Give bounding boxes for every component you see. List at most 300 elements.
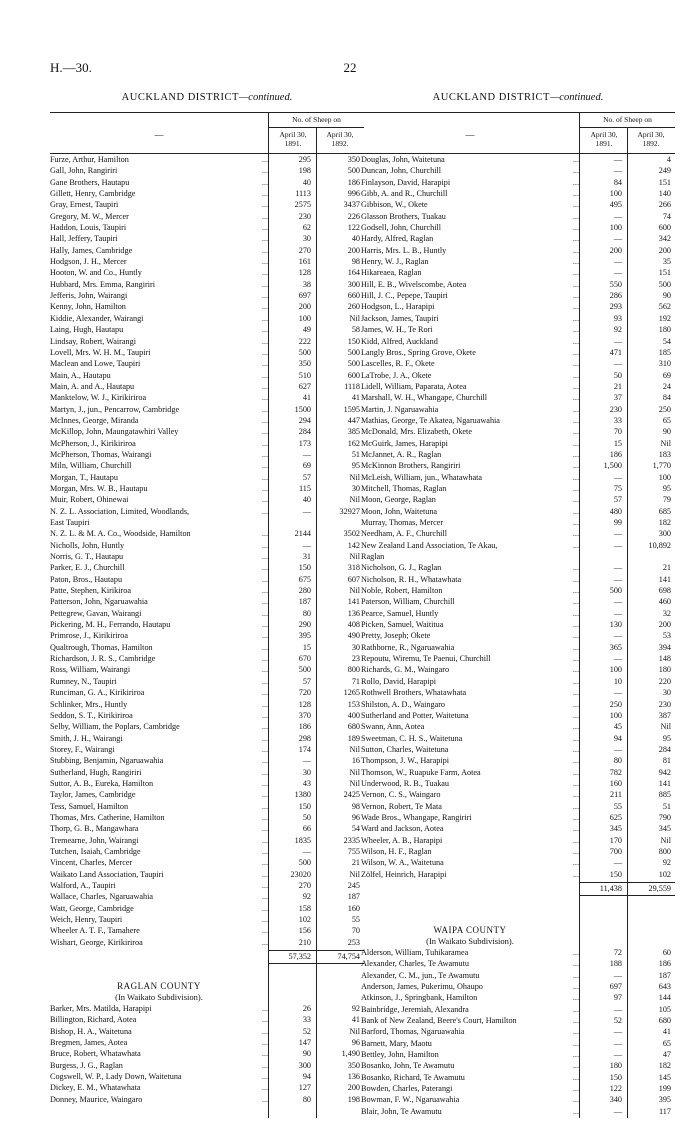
- owner-name: Vernon, C. S., Waingaro: [361, 790, 441, 800]
- sheep-1892: 51: [662, 801, 671, 811]
- owner-name: Donney, Maurice, Waingaro: [50, 1094, 143, 1104]
- sheep-1891: 30: [302, 234, 311, 244]
- leader-dots: ...: [261, 835, 268, 845]
- sheep-1891: 198: [298, 166, 311, 176]
- owner-name: Morgan, T., Hautapu: [50, 472, 118, 482]
- sheep-1891: 45: [613, 722, 622, 732]
- sheep-1892: 96: [351, 812, 360, 822]
- sheep-1892: 1,770: [652, 461, 671, 471]
- leader-dots: ...: [572, 699, 579, 709]
- leader-dots: ...: [261, 506, 268, 516]
- leader-dots: ...: [572, 472, 579, 482]
- sheep-1892: 500: [347, 347, 360, 357]
- sheep-1891: 300: [298, 1060, 311, 1070]
- owner-name: Hodgson, L., Harapipi: [361, 302, 435, 312]
- leader-dots: ...: [261, 631, 268, 641]
- sheep-1891: 84: [613, 177, 622, 187]
- leader-dots: ...: [261, 1049, 268, 1059]
- owner-name: Richardson, J. R. S., Cambridge: [50, 654, 156, 664]
- sheep-1891: 500: [298, 858, 311, 868]
- leader-dots: ...: [261, 495, 268, 505]
- leader-dots: ...: [261, 778, 268, 788]
- leader-dots: ...: [261, 336, 268, 346]
- sheep-1891: —: [613, 336, 622, 346]
- owner-name: Weich, Henry, Taupiri: [50, 915, 123, 925]
- sheep-1892: 660: [347, 291, 360, 301]
- sheep-caption: No. of Sheep on: [292, 115, 341, 124]
- owner-name: N. Z. L. Association, Limited, Woodlands,: [50, 506, 190, 516]
- owner-name: Wallace, Charles, Ngaruawahia: [50, 892, 153, 902]
- sheep-1891: 66: [302, 824, 311, 834]
- leader-dots: ...: [572, 586, 579, 596]
- leader-dots: ...: [261, 767, 268, 777]
- owner-name: Picken, Samuel, Waititua: [361, 620, 444, 630]
- sheep-1891: 186: [609, 449, 622, 459]
- sheep-1891: 75: [613, 483, 622, 493]
- leader-dots: ...: [261, 892, 268, 902]
- sheep-1891: 2144: [294, 529, 311, 539]
- owner-name: Atkinson, J., Springbank, Hamilton: [361, 993, 478, 1003]
- owner-name: Vernon, Robert, Te Mata: [361, 801, 442, 811]
- sheep-1891: 150: [298, 563, 311, 573]
- owner-name: Tess, Samuel, Hamilton: [50, 801, 129, 811]
- sheep-1891: 156: [298, 926, 311, 936]
- leader-dots: ...: [572, 970, 579, 980]
- sheep-1891: 158: [298, 903, 311, 913]
- sheep-1892: 300: [658, 529, 671, 539]
- leader-dots: ...: [261, 211, 268, 221]
- sheep-1892: 245: [347, 881, 360, 890]
- owner-name: Bruce, Robert, Whatawhata: [50, 1049, 141, 1059]
- sheep-1892: 300: [347, 279, 360, 289]
- leader-dots: ...: [261, 858, 268, 868]
- sheep-1891: —: [613, 563, 622, 573]
- owner-name: Ross, William, Wairangi: [50, 665, 131, 675]
- sheep-1892: 55: [351, 915, 360, 925]
- sheep-1891: 57: [302, 676, 311, 686]
- sheep-1892: 187: [658, 970, 671, 980]
- sheep-1891: 173: [298, 438, 311, 448]
- owner-name: Waikato Land Association, Taupiri: [50, 869, 164, 879]
- leader-dots: ...: [261, 279, 268, 289]
- sheep-1891: 31: [302, 552, 311, 562]
- sheep-1891: 471: [609, 347, 622, 357]
- sheep-1891: 370: [298, 710, 311, 720]
- sheep-1892: 16: [351, 756, 360, 766]
- owner-name: Paton, Bros., Hautapu: [50, 574, 123, 584]
- sheep-1892: 92: [662, 858, 671, 868]
- leader-dots: ...: [261, 415, 268, 425]
- sheep-1892: Nil: [349, 586, 360, 596]
- owner-name: Haddon, Louis, Taupiri: [50, 223, 127, 233]
- sheep-1892: 23: [351, 654, 360, 664]
- sheep-1892: 680: [658, 1016, 671, 1026]
- owner-name: McLeish, William, jun., Whatawhata: [361, 472, 483, 482]
- leader-dots: ...: [261, 427, 268, 437]
- sheep-1892: 186: [658, 959, 671, 969]
- sheep-1891: —: [613, 359, 622, 369]
- owner-name: Main, A. and A., Hautapu: [50, 381, 135, 391]
- sheep-1892: 385: [347, 427, 360, 437]
- owner-name: Hardy, Alfred, Raglan: [361, 234, 434, 244]
- owner-name: Wheeler, A. B., Harapipi: [361, 835, 443, 845]
- owner-name: Storey, F., Wairangi: [50, 744, 115, 754]
- sheep-1891: 340: [609, 1095, 622, 1105]
- leader-dots: ...: [261, 257, 268, 267]
- sheep-1892: 141: [658, 778, 671, 788]
- leader-dots: ...: [572, 268, 579, 278]
- leader-dots: ...: [572, 1016, 579, 1026]
- sheep-1891: 92: [302, 892, 311, 902]
- sheep-1892: 400: [347, 710, 360, 720]
- owner-name: Noble, Robert, Hamilton: [361, 586, 443, 596]
- owner-name: Patterson, John, Ngaruawahia: [50, 597, 148, 607]
- sheep-1892: 141: [658, 574, 671, 584]
- sheep-1892: 183: [658, 449, 671, 459]
- leader-dots: ...: [572, 688, 579, 698]
- sheep-1891: 100: [609, 710, 622, 720]
- district-title: [361, 92, 675, 106]
- leader-dots: ...: [572, 540, 579, 550]
- sheep-1892: 90: [662, 291, 671, 301]
- leader-dots: ...: [572, 608, 579, 618]
- sheep-1891: 293: [609, 302, 622, 312]
- sheep-1892: Nil: [349, 472, 360, 482]
- owner-name: Hill, E. B., Wivelscombe, Aotea: [361, 279, 467, 289]
- sheep-1891: 50: [302, 812, 311, 822]
- leader-dots: ...: [261, 177, 268, 187]
- sheep-1891: —: [302, 449, 311, 459]
- sheep-1892: 387: [658, 710, 671, 720]
- sheep-1892: 41: [351, 1015, 360, 1025]
- sheep-1892: 755: [347, 846, 360, 856]
- owner-name: Douglas, John, Waitetuna: [361, 155, 445, 164]
- leader-dots: ...: [261, 529, 268, 539]
- date-1892-header: April 30, 1892.: [637, 130, 665, 148]
- sheep-1892: 198: [347, 1094, 360, 1104]
- leader-dots: ...: [261, 586, 268, 596]
- owner-name: Parker, E. J., Churchill: [50, 563, 125, 573]
- owner-name: Moon, George, Raglan: [361, 495, 436, 505]
- owner-name: Alexander, C. M., jun., Te Awamutu: [361, 970, 480, 980]
- sheep-1892: 342: [658, 234, 671, 244]
- sheep-1892: 122: [347, 223, 360, 233]
- sheep-1892: 600: [347, 370, 360, 380]
- sheep-1892: 318: [347, 563, 360, 573]
- sheep-1892: 40: [351, 234, 360, 244]
- sheep-1892: 84: [662, 393, 671, 403]
- leader-dots: ...: [261, 1004, 268, 1014]
- total-1892: 74,754: [337, 952, 360, 962]
- sheep-1892: 1,490: [341, 1049, 360, 1059]
- sheep-1892: 350: [347, 155, 360, 164]
- sheep-1891: 33: [302, 1015, 311, 1025]
- sheep-1892: 200: [658, 245, 671, 255]
- sheep-1891: 270: [298, 881, 311, 890]
- leader-dots: ...: [572, 1072, 579, 1082]
- sheep-1891: 62: [302, 223, 311, 233]
- sheep-1892: 32: [662, 608, 671, 618]
- owner-name: Alexander, Charles, Te Awamutu: [361, 959, 470, 969]
- leader-dots: ...: [572, 574, 579, 584]
- sheep-1892: 180: [658, 325, 671, 335]
- sheep-1891: 697: [298, 291, 311, 301]
- leader-dots: ...: [572, 381, 579, 391]
- sheep-1892: 266: [658, 200, 671, 210]
- sheep-1892: 607: [347, 574, 360, 584]
- sheep-1891: 55: [613, 801, 622, 811]
- sheep-1892: 2425: [343, 790, 360, 800]
- sheep-1892: 21: [351, 858, 360, 868]
- owner-name: McKillop, John, Maungatawhiri Valley: [50, 427, 179, 437]
- sheep-1892: 885: [658, 790, 671, 800]
- owner-name: Manktelow, W. J., Kirikiriroa: [50, 393, 147, 403]
- owner-name: Stubbing, Benjamin, Ngaruawahia: [50, 756, 164, 766]
- sheep-1891: 395: [298, 631, 311, 641]
- owner-name: Bregmen, James, Aotea: [50, 1038, 128, 1048]
- sheep-1891: —: [613, 608, 622, 618]
- leader-dots: ...: [261, 903, 268, 913]
- sheep-1891: 150: [298, 801, 311, 811]
- sheep-1892: 151: [658, 268, 671, 278]
- sheep-1891: 161: [298, 257, 311, 267]
- leader-dots: ...: [572, 1038, 579, 1048]
- sheep-1892: 942: [658, 767, 671, 777]
- owner-name: Main, A., Hautapu: [50, 370, 111, 380]
- leader-dots: ...: [261, 189, 268, 199]
- owner-name: Pickering, M. H., Ferrando, Hautapu: [50, 620, 171, 630]
- sheep-1892: 95: [662, 483, 671, 493]
- sheep-1892: 199: [658, 1084, 671, 1094]
- sheep-1891: 1113: [295, 189, 311, 199]
- sheep-1891: 93: [613, 313, 622, 323]
- sheep-1891: 160: [609, 778, 622, 788]
- owner-name: Pretty, Joseph; Okete: [361, 631, 431, 641]
- sheep-1892: 192: [658, 313, 671, 323]
- sheep-1892: 70: [351, 926, 360, 936]
- leader-dots: ...: [261, 869, 268, 879]
- owner-name: Morgan, Mrs. W. B., Hautapu: [50, 483, 148, 493]
- sheep-1892: 800: [658, 846, 671, 856]
- owner-name: Walford, A., Taupiri: [50, 881, 116, 890]
- sheep-1891: —: [613, 529, 622, 539]
- leader-dots: ...: [572, 359, 579, 369]
- owner-name: Gane Brothers, Hautapu: [50, 177, 130, 187]
- sheep-1892: 65: [662, 1038, 671, 1048]
- leader-dots: ...: [261, 325, 268, 335]
- sheep-1891: 250: [609, 699, 622, 709]
- sheep-1891: 38: [302, 279, 311, 289]
- sheep-1891: 500: [609, 586, 622, 596]
- owner-name: Rathborne, R., Ngaruawahia: [361, 642, 455, 652]
- sheep-1892: 394: [658, 642, 671, 652]
- owner-name: Mathias, George, Te Akatea, Ngaruawahia: [361, 415, 500, 425]
- owner-name: McKinnon Brothers, Rangiriri: [361, 461, 461, 471]
- leader-dots: ...: [261, 597, 268, 607]
- sheep-1892: 153: [347, 699, 360, 709]
- leader-dots: ...: [572, 959, 579, 969]
- owner-name: Nicholson, G. J., Raglan: [361, 563, 442, 573]
- sheep-1891: 15: [613, 438, 622, 448]
- sheep-1891: 200: [609, 245, 622, 255]
- sheep-1891: 23020: [290, 869, 311, 879]
- waipa-county-heading: WAIPA COUNTY: [433, 925, 507, 935]
- owner-name: McJannet, A. R., Raglan: [361, 449, 442, 459]
- sheep-1892: 136: [347, 1072, 360, 1082]
- sheep-1892: Nil: [660, 438, 671, 448]
- sheep-1892: Nil: [349, 744, 360, 754]
- sheep-1892: 30: [662, 688, 671, 698]
- raglan-subdivision-note: (In Waikato Subdivision).: [115, 992, 203, 1003]
- owner-name: Nicholson, R. H., Whatawhata: [361, 574, 462, 584]
- owner-name: Burgess, J. G., Raglan: [50, 1060, 123, 1070]
- sheep-1892: Nil: [660, 722, 671, 732]
- leader-dots: ...: [261, 166, 268, 176]
- sheep-1891: 21: [613, 381, 622, 391]
- sheep-1892: 90: [662, 427, 671, 437]
- sheep-1891: 100: [298, 313, 311, 323]
- leader-dots: ...: [261, 393, 268, 403]
- sheep-1892: 1265: [343, 688, 360, 698]
- sheep-1891: 150: [609, 869, 622, 879]
- sheep-1891: 94: [302, 1072, 311, 1082]
- sheep-1892: 187: [347, 892, 360, 902]
- owner-name: Ward and Jackson, Aotea: [361, 824, 444, 834]
- owner-name: Barnett, Mary, Maotu: [361, 1038, 432, 1048]
- sheep-1892: 24: [662, 381, 671, 391]
- sheep-1892: 182: [658, 1061, 671, 1071]
- owner-name: McPherson, Thomas, Wairangi: [50, 449, 152, 459]
- leader-dots: ...: [572, 733, 579, 743]
- leader-dots: ...: [261, 733, 268, 743]
- leader-dots: ...: [572, 767, 579, 777]
- sheep-1892: 249: [658, 166, 671, 176]
- owner-name: Henry, W. J., Raglan: [361, 257, 429, 267]
- sheep-1891: —: [302, 756, 311, 766]
- leader-dots: ...: [572, 982, 579, 992]
- leader-dots: ...: [572, 835, 579, 845]
- sheep-1891: 284: [298, 427, 311, 437]
- owner-name: Tremearne, John, Wairangi: [50, 835, 139, 845]
- sheep-1892: 186: [347, 177, 360, 187]
- owner-name: LaTrobe, J. A., Okete: [361, 370, 432, 380]
- sheep-1892: 200: [347, 1083, 360, 1093]
- total-1892: 29,559: [648, 884, 671, 893]
- sheep-caption: No. of Sheep on: [603, 115, 652, 124]
- owner-name: Shilston, A. D., Waingaro: [361, 699, 446, 709]
- owner-name: Needham, A. F., Churchill: [361, 529, 447, 539]
- leader-dots: ...: [572, 824, 579, 834]
- sheep-1891: 550: [609, 279, 622, 289]
- sheep-1891: 174: [298, 744, 311, 754]
- owner-name: Alderson, William, Tuhikaramea: [361, 948, 469, 957]
- leader-dots: ...: [261, 665, 268, 675]
- sheep-1892: Nil: [349, 778, 360, 788]
- sheep-1891: 97: [613, 993, 622, 1003]
- leader-dots: ...: [572, 336, 579, 346]
- leader-dots: ...: [572, 200, 579, 210]
- owner-name: McInnes, George, Miranda: [50, 415, 139, 425]
- owner-name: New Zealand Land Association, Te Akau,: [361, 540, 498, 550]
- sheep-1892: 100: [658, 472, 671, 482]
- sheep-1891: 290: [298, 620, 311, 630]
- leader-dots: ...: [572, 710, 579, 720]
- sheep-1892: 189: [347, 733, 360, 743]
- sheep-1891: 230: [298, 211, 311, 221]
- leader-dots: ...: [261, 937, 268, 947]
- sheep-1892: 250: [658, 404, 671, 414]
- sheep-1891: —: [613, 166, 622, 176]
- sheep-1891: 627: [298, 381, 311, 391]
- sheep-1892: 3502: [343, 529, 360, 539]
- sheep-1891: 365: [609, 642, 622, 652]
- page-number: 22: [343, 60, 357, 75]
- leader-dots: ...: [572, 415, 579, 425]
- sheep-1891: 40: [302, 177, 311, 187]
- owner-name: Taylor, James, Cambridge: [50, 790, 136, 800]
- owner-name: Jefferis, John, Wairangi: [50, 291, 128, 301]
- sheep-1891: —: [613, 574, 622, 584]
- leader-dots: ...: [261, 234, 268, 244]
- owner-name: Wilson, W. A., Waitetuna: [361, 858, 444, 868]
- sheep-1891: 100: [609, 189, 622, 199]
- owner-name: Tutchen, Isaiah, Cambridge: [50, 846, 141, 856]
- district-title-text: AUCKLAND DISTRICT: [121, 92, 239, 103]
- sheep-1891: 57: [613, 495, 622, 505]
- page-header: [0, 60, 700, 76]
- leader-dots: ...: [572, 790, 579, 800]
- sheep-1891: 230: [609, 404, 622, 414]
- leader-dots: ...: [261, 744, 268, 754]
- leader-dots: ...: [261, 1094, 268, 1104]
- sheep-1891: —: [613, 688, 622, 698]
- district-title-suffix: —continued.: [238, 92, 293, 103]
- owner-name: Bettley, John, Hamilton: [361, 1050, 439, 1060]
- leader-dots: ...: [572, 1095, 579, 1105]
- sheep-1891: 40: [302, 495, 311, 505]
- leader-dots: ...: [261, 1060, 268, 1070]
- owner-name: Lascelles, R. F., Okete: [361, 359, 435, 369]
- owner-name: McPherson, J., Kirikiriroa: [50, 438, 136, 448]
- sheep-1892: 102: [658, 869, 671, 879]
- leader-dots: ...: [572, 438, 579, 448]
- sheep-1891: 80: [302, 1094, 311, 1104]
- sheep-1891: 100: [609, 665, 622, 675]
- sheep-1891: —: [613, 234, 622, 244]
- leader-dots: ...: [261, 688, 268, 698]
- sheep-1891: —: [613, 970, 622, 980]
- leader-dots: ...: [572, 1106, 579, 1116]
- sheep-1892: 200: [658, 620, 671, 630]
- owner-name: Jackson, James, Taupiri: [361, 313, 439, 323]
- sheep-1891: 1,500: [603, 461, 622, 471]
- leader-dots: ...: [572, 518, 579, 527]
- date-1892-header: April 30, 1892.: [326, 130, 354, 148]
- sheep-1891: 2575: [294, 200, 311, 210]
- sheep-1892: 142: [347, 540, 360, 550]
- owner-name: East Taupiri: [50, 518, 90, 527]
- owner-name: Murray, Thomas, Mercer: [361, 518, 444, 527]
- sheep-1891: 50: [613, 370, 622, 380]
- sheep-1891: 675: [298, 574, 311, 584]
- leader-dots: ...: [572, 631, 579, 641]
- leader-dots: ...: [572, 291, 579, 301]
- leader-dots: ...: [572, 257, 579, 267]
- owner-name: Anderson, James, Pukerimu, Ohaupo: [361, 982, 483, 992]
- leader-dots: ...: [572, 325, 579, 335]
- owner-name: Godsell, John, Churchill: [361, 223, 442, 233]
- sheep-1891: 295: [298, 155, 311, 164]
